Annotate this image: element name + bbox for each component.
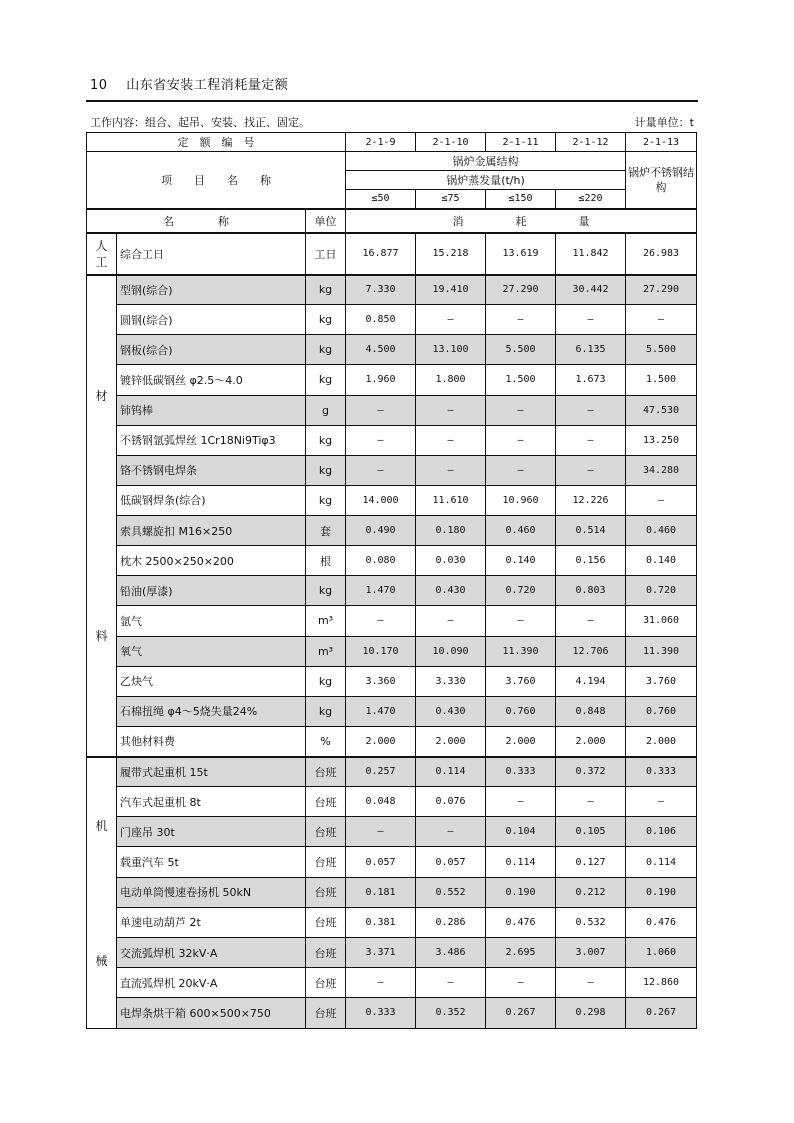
materials-row bbox=[87, 696, 697, 726]
consumption-value: 11.390 bbox=[626, 636, 697, 666]
consumption-value: 19.410 bbox=[416, 275, 486, 305]
category-label: 人工 bbox=[95, 238, 108, 269]
consumption-value: 0.106 bbox=[626, 817, 697, 847]
consumption-value: 0.760 bbox=[626, 696, 697, 726]
consumption-value: 2.000 bbox=[556, 726, 626, 756]
consumption-value: — bbox=[416, 305, 486, 335]
name-column-header: 名 称 bbox=[87, 209, 306, 233]
consumption-value: 13.619 bbox=[486, 233, 556, 275]
consumption-value: 0.156 bbox=[556, 546, 626, 576]
quota-code-label: 定 额 编 号 bbox=[87, 133, 346, 152]
consumption-value: 0.267 bbox=[626, 998, 697, 1028]
consumption-value: — bbox=[416, 455, 486, 485]
consumption-value: — bbox=[626, 787, 697, 817]
resource-name: 单速电动葫芦 2t bbox=[117, 907, 306, 937]
quota-code: 2-1-11 bbox=[486, 133, 556, 152]
resource-unit: kg bbox=[306, 275, 346, 305]
resource-unit: kg bbox=[306, 485, 346, 515]
consumption-value: 0.720 bbox=[486, 576, 556, 606]
resource-unit: kg bbox=[306, 696, 346, 726]
resource-unit: kg bbox=[306, 455, 346, 485]
consumption-value: 1.060 bbox=[626, 937, 697, 967]
consumption-value: 13.100 bbox=[416, 335, 486, 365]
consumption-value: 16.877 bbox=[346, 233, 416, 275]
resource-unit: g bbox=[306, 395, 346, 425]
consumption-value: 0.105 bbox=[556, 817, 626, 847]
resource-name: 氩气 bbox=[117, 606, 306, 636]
consumption-value: 11.390 bbox=[486, 636, 556, 666]
measurement-unit: 计量单位：t bbox=[634, 116, 694, 129]
resource-unit: 台班 bbox=[306, 757, 346, 787]
stainless-structure-header: 锅炉不锈钢结构 bbox=[626, 152, 697, 209]
consumption-value: 12.860 bbox=[626, 968, 697, 998]
materials-row bbox=[87, 666, 697, 696]
consumption-value: 0.190 bbox=[626, 877, 697, 907]
consumption-value: 0.030 bbox=[416, 546, 486, 576]
consumption-value: 0.476 bbox=[626, 907, 697, 937]
resource-unit: 台班 bbox=[306, 998, 346, 1028]
consumption-value: 0.333 bbox=[626, 757, 697, 787]
machinery-row bbox=[87, 817, 697, 847]
consumption-value: — bbox=[346, 395, 416, 425]
consumption-value: 0.267 bbox=[486, 998, 556, 1028]
consumption-value: 0.460 bbox=[626, 516, 697, 546]
materials-row bbox=[87, 425, 697, 455]
resource-name: 索具螺旋扣 M16×250 bbox=[117, 516, 306, 546]
consumption-value: — bbox=[556, 395, 626, 425]
consumption-value: 0.372 bbox=[556, 757, 626, 787]
consumption-value: 34.280 bbox=[626, 455, 697, 485]
capacity-cell: ≤50 bbox=[346, 190, 416, 209]
consumption-value: 0.430 bbox=[416, 696, 486, 726]
consumption-value: 11.842 bbox=[556, 233, 626, 275]
machinery-row bbox=[87, 877, 697, 907]
resource-unit: % bbox=[306, 726, 346, 756]
materials-row bbox=[87, 726, 697, 756]
consumption-value: — bbox=[556, 606, 626, 636]
resource-name: 履带式起重机 15t bbox=[117, 757, 306, 787]
materials-row bbox=[87, 606, 697, 636]
consumption-value: 0.514 bbox=[556, 516, 626, 546]
quota-code: 2-1-10 bbox=[416, 133, 486, 152]
resource-unit: kg bbox=[306, 576, 346, 606]
consumption-value: 5.500 bbox=[486, 335, 556, 365]
consumption-value: 0.080 bbox=[346, 546, 416, 576]
resource-name: 载重汽车 5t bbox=[117, 847, 306, 877]
materials-row bbox=[87, 636, 697, 666]
consumption-value: 0.476 bbox=[486, 907, 556, 937]
consumption-value: 1.960 bbox=[346, 365, 416, 395]
consumption-value: 0.180 bbox=[416, 516, 486, 546]
consumption-value: 2.695 bbox=[486, 937, 556, 967]
consumption-value: — bbox=[626, 305, 697, 335]
consumption-value: 10.090 bbox=[416, 636, 486, 666]
quota-code: 2-1-12 bbox=[556, 133, 626, 152]
quota-code: 2-1-9 bbox=[346, 133, 416, 152]
consumption-value: — bbox=[416, 968, 486, 998]
resource-unit: 台班 bbox=[306, 937, 346, 967]
category-label: 机 bbox=[95, 818, 108, 833]
consumption-value: 6.135 bbox=[556, 335, 626, 365]
consumption-value: 0.057 bbox=[346, 847, 416, 877]
consumption-value: — bbox=[486, 606, 556, 636]
resource-unit: 台班 bbox=[306, 907, 346, 937]
resource-name: 低碳钢焊条(综合) bbox=[117, 485, 306, 515]
consumption-value: — bbox=[556, 968, 626, 998]
consumption-value: 0.490 bbox=[346, 516, 416, 546]
resource-name: 枕木 2500×250×200 bbox=[117, 546, 306, 576]
resource-name: 汽车式起重机 8t bbox=[117, 787, 306, 817]
labor-row bbox=[87, 233, 697, 275]
consumption-value: 47.530 bbox=[626, 395, 697, 425]
resource-unit: 台班 bbox=[306, 817, 346, 847]
resource-unit: m³ bbox=[306, 606, 346, 636]
consumption-value: 0.140 bbox=[626, 546, 697, 576]
consumption-value: — bbox=[416, 425, 486, 455]
consumption-value: — bbox=[346, 606, 416, 636]
consumption-value: — bbox=[416, 395, 486, 425]
consumption-value: 1.500 bbox=[626, 365, 697, 395]
consumption-value: 3.371 bbox=[346, 937, 416, 967]
consumption-value: 0.552 bbox=[416, 877, 486, 907]
capacity-cell: ≤220 bbox=[556, 190, 626, 209]
consumption-value: 0.181 bbox=[346, 877, 416, 907]
consumption-value: 1.673 bbox=[556, 365, 626, 395]
consumption-value: 0.127 bbox=[556, 847, 626, 877]
consumption-value: — bbox=[416, 817, 486, 847]
consumption-value: 7.330 bbox=[346, 275, 416, 305]
consumption-value: 0.460 bbox=[486, 516, 556, 546]
consumption-value: 3.007 bbox=[556, 937, 626, 967]
consumption-value: — bbox=[556, 425, 626, 455]
consumption-value: 5.500 bbox=[626, 335, 697, 365]
consumption-value: 0.532 bbox=[556, 907, 626, 937]
materials-row bbox=[87, 335, 697, 365]
resource-name: 乙炔气 bbox=[117, 666, 306, 696]
consumption-value: 1.500 bbox=[486, 365, 556, 395]
materials-row bbox=[87, 546, 697, 576]
consumption-value: — bbox=[346, 425, 416, 455]
materials-row bbox=[87, 516, 697, 546]
resource-unit: kg bbox=[306, 335, 346, 365]
machinery-row bbox=[87, 847, 697, 877]
resource-unit: kg bbox=[306, 425, 346, 455]
consumption-value: 4.500 bbox=[346, 335, 416, 365]
resource-name: 圆钢(综合) bbox=[117, 305, 306, 335]
consumption-value: — bbox=[556, 305, 626, 335]
resource-name: 型钢(综合) bbox=[117, 275, 306, 305]
consumption-value: — bbox=[486, 395, 556, 425]
consumption-value: 2.000 bbox=[486, 726, 556, 756]
category-labor bbox=[87, 233, 117, 275]
consumption-value: — bbox=[486, 455, 556, 485]
quota-code: 2-1-13 bbox=[626, 133, 697, 152]
consumption-value: 3.360 bbox=[346, 666, 416, 696]
page-header bbox=[90, 74, 288, 93]
category-label: 料 bbox=[95, 629, 108, 643]
consumption-value: 2.000 bbox=[346, 726, 416, 756]
resource-unit: 套 bbox=[306, 516, 346, 546]
consumption-value: 1.470 bbox=[346, 576, 416, 606]
resource-name: 直流弧焊机 20kV·A bbox=[117, 968, 306, 998]
consumption-value: 0.333 bbox=[486, 757, 556, 787]
unit-column-header: 单位 bbox=[306, 209, 346, 233]
consumption-value: — bbox=[556, 455, 626, 485]
consumption-value: — bbox=[346, 455, 416, 485]
consumption-value: 3.760 bbox=[626, 666, 697, 696]
resource-name: 铬不锈钢电焊条 bbox=[117, 455, 306, 485]
consumption-value: 0.114 bbox=[416, 757, 486, 787]
consumption-value: 12.706 bbox=[556, 636, 626, 666]
resource-name: 镀锌低碳钢丝 φ2.5～4.0 bbox=[117, 365, 306, 395]
resource-name: 其他材料费 bbox=[117, 726, 306, 756]
resource-unit: 台班 bbox=[306, 847, 346, 877]
consumption-value: — bbox=[346, 968, 416, 998]
consumption-value: 0.333 bbox=[346, 998, 416, 1028]
resource-unit: 根 bbox=[306, 546, 346, 576]
consumption-value: 0.286 bbox=[416, 907, 486, 937]
consumption-value: 30.442 bbox=[556, 275, 626, 305]
boiler-metal-structure-header: 锅炉金属结构 bbox=[346, 152, 626, 171]
consumption-value: 11.610 bbox=[416, 485, 486, 515]
consumption-value: — bbox=[486, 968, 556, 998]
resource-name: 铅油(厚漆) bbox=[117, 576, 306, 606]
consumption-value: 0.114 bbox=[486, 847, 556, 877]
consumption-value: 0.048 bbox=[346, 787, 416, 817]
materials-row bbox=[87, 275, 697, 305]
consumption-value: 3.486 bbox=[416, 937, 486, 967]
consumption-value: — bbox=[486, 787, 556, 817]
consumption-value: 0.190 bbox=[486, 877, 556, 907]
resource-name: 钢板(综合) bbox=[117, 335, 306, 365]
consumption-value: 0.104 bbox=[486, 817, 556, 847]
capacity-cell: ≤150 bbox=[486, 190, 556, 209]
resource-name: 交流弧焊机 32kV·A bbox=[117, 937, 306, 967]
consumption-value: 13.250 bbox=[626, 425, 697, 455]
consumption-value: 3.330 bbox=[416, 666, 486, 696]
item-name-label: 项 目 名 称 bbox=[87, 152, 346, 209]
consumption-value: 0.803 bbox=[556, 576, 626, 606]
consumption-value: 12.226 bbox=[556, 485, 626, 515]
consumption-value: 0.720 bbox=[626, 576, 697, 606]
materials-row bbox=[87, 365, 697, 395]
consumption-value: 15.218 bbox=[416, 233, 486, 275]
consumption-value: 4.194 bbox=[556, 666, 626, 696]
consumption-value: 10.960 bbox=[486, 485, 556, 515]
resource-name: 门座吊 30t bbox=[117, 817, 306, 847]
materials-row bbox=[87, 455, 697, 485]
resource-name: 氧气 bbox=[117, 636, 306, 666]
consumption-value: 0.298 bbox=[556, 998, 626, 1028]
consumption-char: 耗 bbox=[515, 214, 527, 228]
consumption-value: — bbox=[416, 606, 486, 636]
capacity-cell: ≤75 bbox=[416, 190, 486, 209]
consumption-value: 27.290 bbox=[626, 275, 697, 305]
consumption-value: — bbox=[626, 485, 697, 515]
resource-name: 综合工日 bbox=[117, 233, 306, 275]
resource-name: 电焊条烘干箱 600×500×750 bbox=[117, 998, 306, 1028]
resource-name: 不锈钢氩弧焊丝 1Cr18Ni9Tiφ3 bbox=[117, 425, 306, 455]
header-divider bbox=[86, 100, 698, 102]
category-materials bbox=[87, 275, 117, 757]
consumption-value: 0.257 bbox=[346, 757, 416, 787]
consumption-char: 量 bbox=[578, 214, 590, 228]
consumption-value: 27.290 bbox=[486, 275, 556, 305]
consumption-header bbox=[346, 209, 697, 233]
category-machinery bbox=[87, 757, 117, 1029]
machinery-row bbox=[87, 907, 697, 937]
machinery-row bbox=[87, 757, 697, 787]
machinery-row bbox=[87, 968, 697, 998]
consumption-value: 10.170 bbox=[346, 636, 416, 666]
category-label: 械 bbox=[95, 953, 108, 968]
consumption-value: 0.212 bbox=[556, 877, 626, 907]
machinery-row bbox=[87, 937, 697, 967]
consumption-value: — bbox=[556, 787, 626, 817]
consumption-value: 0.076 bbox=[416, 787, 486, 817]
resource-unit: 工日 bbox=[306, 233, 346, 275]
consumption-value: 3.760 bbox=[486, 666, 556, 696]
resource-unit: 台班 bbox=[306, 877, 346, 907]
consumption-value: 1.800 bbox=[416, 365, 486, 395]
consumption-value: 0.057 bbox=[416, 847, 486, 877]
resource-unit: 台班 bbox=[306, 787, 346, 817]
consumption-value: 31.060 bbox=[626, 606, 697, 636]
consumption-value: 0.850 bbox=[346, 305, 416, 335]
quota-table bbox=[86, 132, 697, 1029]
consumption-value: 0.848 bbox=[556, 696, 626, 726]
consumption-value: — bbox=[346, 817, 416, 847]
materials-row bbox=[87, 395, 697, 425]
materials-row bbox=[87, 576, 697, 606]
consumption-value: — bbox=[486, 305, 556, 335]
consumption-value: 26.983 bbox=[626, 233, 697, 275]
consumption-value: 0.760 bbox=[486, 696, 556, 726]
resource-unit: 台班 bbox=[306, 968, 346, 998]
consumption-value: 0.352 bbox=[416, 998, 486, 1028]
consumption-value: 0.114 bbox=[626, 847, 697, 877]
work-content: 工作内容：组合、起吊、安装、找正、固定。 bbox=[90, 116, 310, 129]
resource-unit: kg bbox=[306, 305, 346, 335]
resource-unit: kg bbox=[306, 666, 346, 696]
materials-row bbox=[87, 485, 697, 515]
consumption-char: 消 bbox=[452, 214, 464, 228]
consumption-value: 1.470 bbox=[346, 696, 416, 726]
consumption-value: 0.381 bbox=[346, 907, 416, 937]
materials-row bbox=[87, 305, 697, 335]
machinery-row bbox=[87, 998, 697, 1028]
consumption-value: 0.140 bbox=[486, 546, 556, 576]
book-title: 山东省安装工程消耗量定额 bbox=[126, 78, 289, 93]
category-label: 材 bbox=[95, 389, 108, 403]
resource-unit: m³ bbox=[306, 636, 346, 666]
resource-unit: kg bbox=[306, 365, 346, 395]
page-number: 10 bbox=[90, 78, 108, 93]
resource-name: 铈钨棒 bbox=[117, 395, 306, 425]
resource-name: 电动单筒慢速卷扬机 50kN bbox=[117, 877, 306, 907]
consumption-value: 2.000 bbox=[416, 726, 486, 756]
machinery-row bbox=[87, 787, 697, 817]
consumption-value: 14.000 bbox=[346, 485, 416, 515]
resource-name: 石棉扭绳 φ4～5烧失量24% bbox=[117, 696, 306, 726]
evaporation-capacity-header: 锅炉蒸发量(t/h) bbox=[346, 171, 626, 190]
consumption-value: 0.430 bbox=[416, 576, 486, 606]
consumption-value: — bbox=[486, 425, 556, 455]
consumption-value: 2.000 bbox=[626, 726, 697, 756]
